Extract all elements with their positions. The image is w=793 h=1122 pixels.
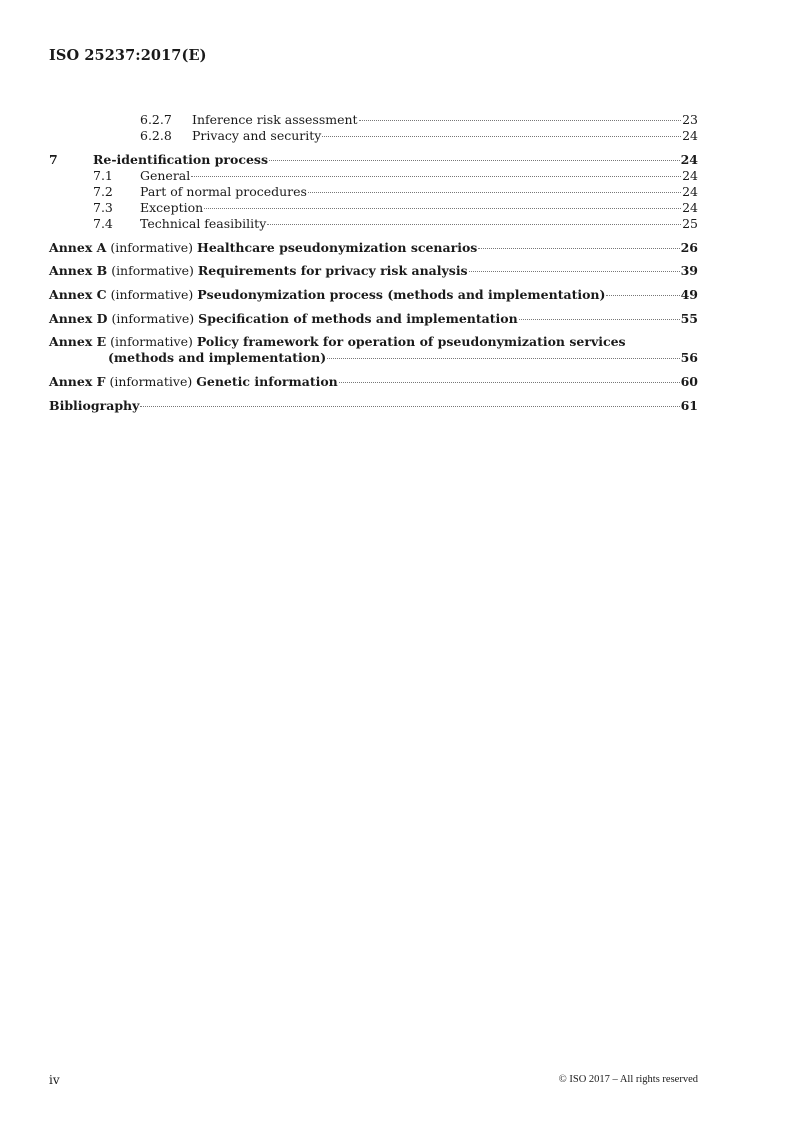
toc-page: 24 bbox=[682, 128, 698, 143]
dot-leader bbox=[308, 192, 681, 193]
dot-leader bbox=[469, 271, 680, 272]
toc-number: 7.4 bbox=[93, 216, 113, 231]
dot-leader bbox=[140, 406, 679, 407]
toc-entry-annex-f[interactable] bbox=[49, 375, 698, 389]
toc-entry-6-2-8[interactable] bbox=[49, 129, 698, 143]
annex-label: Annex F bbox=[49, 374, 106, 389]
toc-page: 24 bbox=[682, 168, 698, 183]
dot-leader bbox=[339, 382, 680, 383]
annex-title-continued: (methods and implementation) bbox=[108, 350, 327, 365]
toc-title bbox=[49, 264, 468, 278]
page-number: iv bbox=[49, 1073, 60, 1087]
annex-title: Specification of methods and implementation bbox=[198, 311, 518, 326]
toc-page: 25 bbox=[682, 216, 698, 231]
annex-title: Genetic information bbox=[196, 374, 338, 389]
annex-label: Annex B bbox=[49, 263, 108, 278]
annex-label: Annex D bbox=[49, 311, 108, 326]
dot-leader bbox=[191, 176, 681, 177]
annex-label: Annex A bbox=[49, 240, 107, 255]
toc-page: 60 bbox=[680, 374, 698, 389]
annex-kind: (informative) bbox=[109, 374, 193, 389]
document-id: ISO 25237:2017(E) bbox=[49, 47, 207, 64]
toc-title: Technical feasibility bbox=[140, 216, 267, 231]
annex-title: Policy framework for operation of pseudonymization services bbox=[196, 334, 626, 349]
toc-entry-6-2-7[interactable] bbox=[49, 113, 698, 127]
toc-page: 24 bbox=[682, 200, 698, 215]
toc-number: 7.1 bbox=[93, 168, 113, 183]
toc-page: 55 bbox=[680, 311, 698, 326]
toc-title: Inference risk assessment bbox=[192, 112, 358, 127]
annex-kind: (informative) bbox=[110, 334, 193, 349]
toc-entry-7-3[interactable] bbox=[49, 201, 698, 215]
dot-leader bbox=[204, 208, 681, 209]
toc-entry-7-4[interactable] bbox=[49, 217, 698, 231]
toc-title bbox=[49, 335, 626, 349]
toc-title: Privacy and security bbox=[192, 128, 322, 143]
toc-entry-7-2[interactable] bbox=[49, 185, 698, 199]
annex-title: Healthcare pseudonymization scenarios bbox=[197, 240, 478, 255]
annex-title: Pseudonymization process (methods and implementation) bbox=[197, 287, 606, 302]
copyright-notice: © ISO 2017 – All rights reserved bbox=[558, 1074, 698, 1085]
toc-number: 7 bbox=[49, 152, 58, 167]
toc-title: General bbox=[140, 168, 191, 183]
dot-leader bbox=[519, 319, 680, 320]
toc-number: 6.2.8 bbox=[140, 128, 172, 143]
annex-label: Annex C bbox=[49, 287, 107, 302]
toc-title: Part of normal procedures bbox=[140, 184, 307, 199]
annex-kind: (informative) bbox=[111, 311, 195, 326]
toc-title bbox=[49, 312, 518, 326]
annex-label: Annex E bbox=[49, 334, 107, 349]
dot-leader bbox=[269, 160, 680, 161]
annex-kind: (informative) bbox=[110, 287, 194, 302]
annex-kind: (informative) bbox=[110, 240, 194, 255]
toc-entry-bibliography[interactable] bbox=[49, 399, 698, 413]
dot-leader bbox=[327, 358, 679, 359]
toc-entry-7-1[interactable] bbox=[49, 169, 698, 183]
dot-leader bbox=[478, 248, 679, 249]
annex-kind: (informative) bbox=[111, 263, 194, 278]
toc-title bbox=[49, 288, 605, 302]
toc-page: 56 bbox=[680, 350, 698, 365]
toc-page: 24 bbox=[682, 184, 698, 199]
toc-page: 49 bbox=[680, 287, 698, 302]
toc-entry-annex-b[interactable] bbox=[49, 264, 698, 278]
toc-page: 24 bbox=[680, 152, 698, 167]
toc-entry-7[interactable] bbox=[49, 153, 698, 167]
toc-entry-annex-a[interactable] bbox=[49, 241, 698, 255]
toc-title bbox=[49, 375, 338, 389]
toc-page: 26 bbox=[680, 240, 698, 255]
toc-title bbox=[49, 241, 477, 255]
toc-entry-annex-e-line2[interactable] bbox=[49, 351, 698, 365]
toc-page: 61 bbox=[680, 398, 698, 413]
toc-page: 39 bbox=[680, 263, 698, 278]
toc-title: Re-identification process bbox=[93, 152, 268, 167]
dot-leader bbox=[322, 136, 681, 137]
toc-number: 6.2.7 bbox=[140, 112, 172, 127]
toc-number: 7.3 bbox=[93, 200, 113, 215]
annex-title: Requirements for privacy risk analysis bbox=[197, 263, 468, 278]
toc-entry-annex-d[interactable] bbox=[49, 312, 698, 326]
toc-page: 23 bbox=[682, 112, 698, 127]
toc-number: 7.2 bbox=[93, 184, 113, 199]
toc-entry-annex-e-line1[interactable] bbox=[49, 335, 698, 349]
dot-leader bbox=[606, 295, 679, 296]
toc-title: Exception bbox=[140, 200, 204, 215]
toc-entry-annex-c[interactable] bbox=[49, 288, 698, 302]
toc-title: Bibliography bbox=[49, 398, 140, 413]
dot-leader bbox=[359, 120, 682, 121]
dot-leader bbox=[267, 224, 681, 225]
